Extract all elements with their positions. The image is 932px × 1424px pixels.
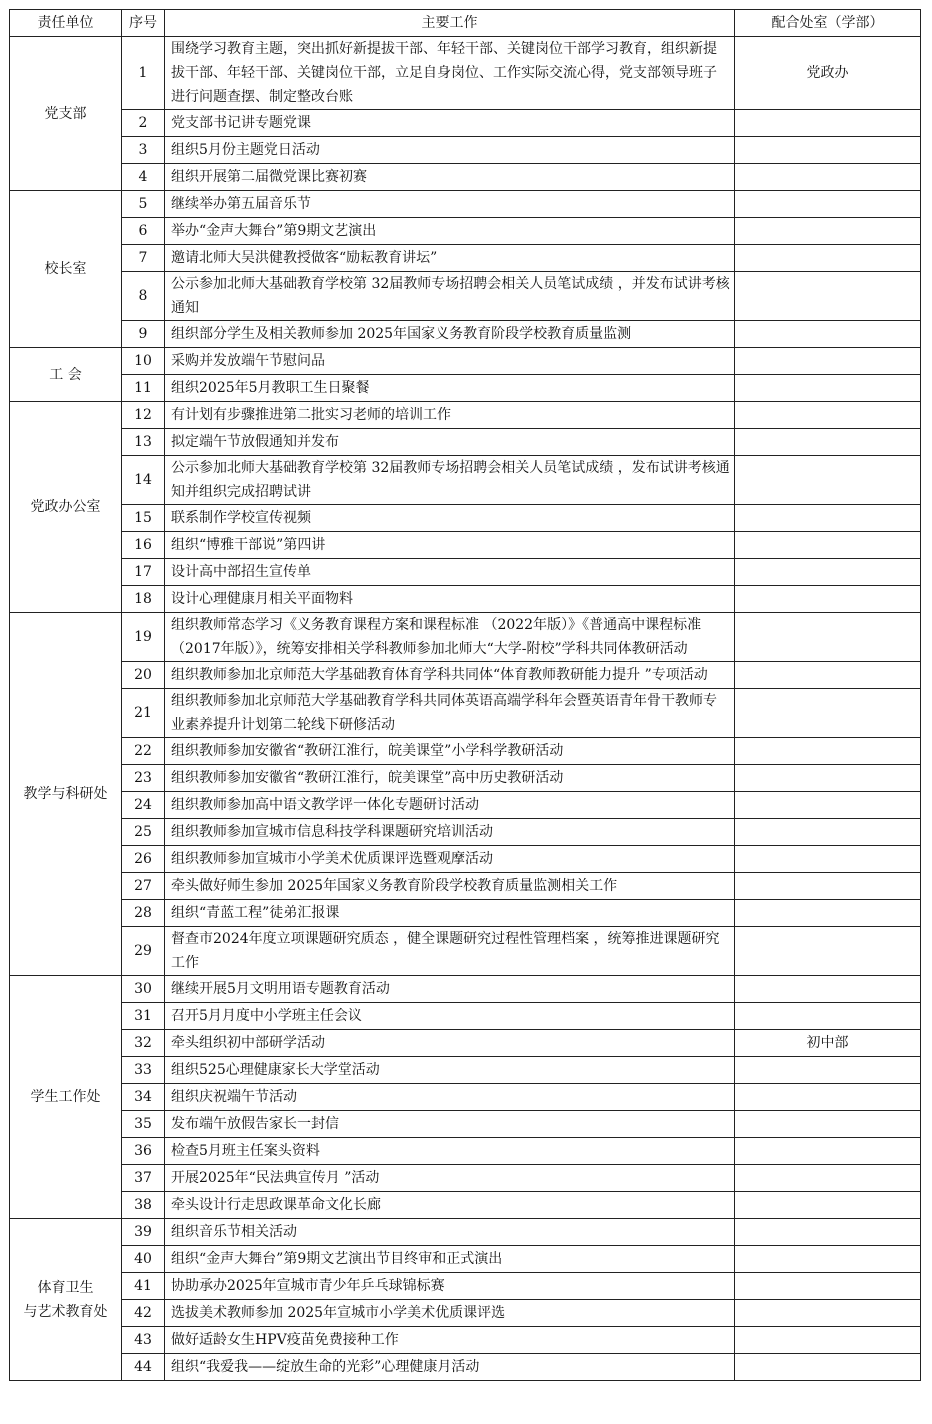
work-plan-table (9, 9, 921, 1381)
sequence-number-cell: 16 (122, 532, 165, 559)
main-work-cell: 组织教师参加北京师范大学基础教育学科共同体英语高端学科年会暨英语青年骨干教师专业素养提升计划第二轮线下研修活动 (165, 689, 735, 738)
main-work-cell: 组织部分学生及相关教师参加 2025年国家义务教育阶段学校教育质量监测 (165, 321, 735, 348)
cooperating-dept-cell (735, 613, 921, 662)
sequence-number-cell: 18 (122, 586, 165, 613)
cooperating-dept-cell (735, 738, 921, 765)
cooperating-dept-cell (735, 110, 921, 137)
cooperating-dept-cell (735, 1219, 921, 1246)
table-row (10, 37, 921, 110)
table-row (10, 191, 921, 218)
cooperating-dept-cell (735, 272, 921, 321)
main-work-cell: 组织教师参加安徽省“教研江淮行，皖美课堂”高中历史教研活动 (165, 765, 735, 792)
main-work-cell: 组织开展第二届微党课比赛初赛 (165, 164, 735, 191)
main-work-cell: 督查市2024年度立项课题研究质态 ，健全课题研究过程性管理档案 ，统筹推进课题研究工作 (165, 927, 735, 976)
main-work-cell: 做好适龄女生HPV疫苗免费接种工作 (165, 1327, 735, 1354)
cooperating-dept-cell: 党政办 (735, 37, 921, 110)
responsible-unit-cell (10, 976, 122, 1219)
table-row (10, 402, 921, 429)
table-row (10, 1003, 921, 1030)
cooperating-dept-cell (735, 900, 921, 927)
cooperating-dept-cell (735, 1246, 921, 1273)
table-row (10, 321, 921, 348)
sequence-number-cell: 30 (122, 976, 165, 1003)
header-work: 主要工作 (165, 10, 735, 37)
sequence-number-cell: 43 (122, 1327, 165, 1354)
main-work-cell: 组织“我爱我——绽放生命的光彩”心理健康月活动 (165, 1354, 735, 1381)
responsible-unit-cell (10, 191, 122, 348)
main-work-cell: 组织525心理健康家长大学堂活动 (165, 1057, 735, 1084)
cooperating-dept-cell (735, 1354, 921, 1381)
sequence-number-cell: 23 (122, 765, 165, 792)
table-row (10, 819, 921, 846)
table-row (10, 1192, 921, 1219)
sequence-number-cell: 4 (122, 164, 165, 191)
table-row (10, 927, 921, 976)
cooperating-dept-cell (735, 689, 921, 738)
sequence-number-cell: 1 (122, 37, 165, 110)
sequence-number-cell: 11 (122, 375, 165, 402)
main-work-cell: 设计心理健康月相关平面物料 (165, 586, 735, 613)
table-row (10, 375, 921, 402)
responsible-unit-cell (10, 37, 122, 191)
table-row (10, 765, 921, 792)
responsible-unit-label: 校长室 (44, 261, 87, 277)
sequence-number-cell: 9 (122, 321, 165, 348)
responsible-unit-label: 工 会 (49, 366, 82, 383)
sequence-number-cell: 24 (122, 792, 165, 819)
main-work-cell: 组织教师参加宣城市信息科技学科课题研究培训活动 (165, 819, 735, 846)
sequence-number-cell: 5 (122, 191, 165, 218)
table-row (10, 1057, 921, 1084)
table-row (10, 1084, 921, 1111)
cooperating-dept-cell (735, 1057, 921, 1084)
sequence-number-cell: 6 (122, 218, 165, 245)
sequence-number-cell: 10 (122, 348, 165, 375)
table-row (10, 1354, 921, 1381)
sequence-number-cell: 17 (122, 559, 165, 586)
table-row (10, 137, 921, 164)
table-row (10, 245, 921, 272)
cooperating-dept-cell (735, 976, 921, 1003)
sequence-number-cell: 35 (122, 1111, 165, 1138)
cooperating-dept-cell (735, 1300, 921, 1327)
sequence-number-cell: 2 (122, 110, 165, 137)
table-row (10, 1219, 921, 1246)
main-work-cell: 牵头设计行走思政课革命文化长廊 (165, 1192, 735, 1219)
table-row (10, 110, 921, 137)
sequence-number-cell: 20 (122, 662, 165, 689)
table-row (10, 900, 921, 927)
table-row (10, 738, 921, 765)
sequence-number-cell: 19 (122, 613, 165, 662)
table-row (10, 429, 921, 456)
responsible-unit-label: 党政办公室 (30, 499, 101, 515)
main-work-cell: 组织音乐节相关活动 (165, 1219, 735, 1246)
main-work-cell: 发布端午放假告家长一封信 (165, 1111, 735, 1138)
sequence-number-cell: 40 (122, 1246, 165, 1273)
sequence-number-cell: 12 (122, 402, 165, 429)
table-row (10, 1246, 921, 1273)
table-row (10, 1030, 921, 1057)
main-work-cell: 组织“金声大舞台”第9期文艺演出节目终审和正式演出 (165, 1246, 735, 1273)
cooperating-dept-cell (735, 1327, 921, 1354)
cooperating-dept-cell (735, 191, 921, 218)
cooperating-dept-cell (735, 375, 921, 402)
sequence-number-cell: 3 (122, 137, 165, 164)
table-row (10, 1138, 921, 1165)
table-row (10, 873, 921, 900)
main-work-cell: 拟定端午节放假通知并发布 (165, 429, 735, 456)
cooperating-dept-cell (735, 1003, 921, 1030)
cooperating-dept-cell (735, 819, 921, 846)
sequence-number-cell: 32 (122, 1030, 165, 1057)
sequence-number-cell: 28 (122, 900, 165, 927)
table-row (10, 559, 921, 586)
responsible-unit-label: 学生工作处 (30, 1089, 101, 1105)
cooperating-dept-cell (735, 846, 921, 873)
main-work-cell: 检查5月班主任案头资料 (165, 1138, 735, 1165)
cooperating-dept-cell (735, 505, 921, 532)
sequence-number-cell: 42 (122, 1300, 165, 1327)
cooperating-dept-cell (735, 1138, 921, 1165)
table-row (10, 218, 921, 245)
main-work-cell: 联系制作学校宣传视频 (165, 505, 735, 532)
main-work-cell: 公示参加北师大基础教育学校第 32届教师专场招聘会相关人员笔试成绩 ，并发布试讲考核通知 (165, 272, 735, 321)
cooperating-dept-cell (735, 429, 921, 456)
cooperating-dept-cell (735, 402, 921, 429)
main-work-cell: 组织教师参加北京师范大学基础教育体育学科共同体“体育教师教研能力提升 ”专项活动 (165, 662, 735, 689)
cooperating-dept-cell (735, 927, 921, 976)
table-row (10, 505, 921, 532)
responsible-unit-cell (10, 1219, 122, 1381)
table-row (10, 1327, 921, 1354)
main-work-cell: 组织教师参加安徽省“教研江淮行，皖美课堂”小学科学教研活动 (165, 738, 735, 765)
sequence-number-cell: 15 (122, 505, 165, 532)
main-work-cell: 组织教师常态学习《义务教育课程方案和课程标准 （2022年版）》《普通高中课程标准 （2017年版）》，统筹安排相关学科教师参加北师大“大学-附校”学科共同体教研活动 (165, 613, 735, 662)
cooperating-dept-cell (735, 586, 921, 613)
main-work-cell: 组织教师参加宣城市小学美术优质课评选暨观摩活动 (165, 846, 735, 873)
sequence-number-cell: 7 (122, 245, 165, 272)
sequence-number-cell: 14 (122, 456, 165, 505)
sequence-number-cell: 38 (122, 1192, 165, 1219)
cooperating-dept-cell (735, 137, 921, 164)
cooperating-dept-cell (735, 1192, 921, 1219)
main-work-cell: 围绕学习教育主题，突出抓好新提拔干部、年轻干部、关键岗位干部学习教育，组织新提拔干部、年轻干部、关键岗位干部，立足自身岗位、工作实际交流心得，党支部领导班子进行问题查摆、制定整改台账 (165, 37, 735, 110)
table-row (10, 976, 921, 1003)
header-row (10, 10, 921, 37)
responsible-unit-cell (10, 348, 122, 402)
cooperating-dept-cell: 初中部 (735, 1030, 921, 1057)
responsible-unit-label: 教学与科研处 (23, 786, 108, 802)
sequence-number-cell: 21 (122, 689, 165, 738)
table-row (10, 662, 921, 689)
table-row (10, 1165, 921, 1192)
cooperating-dept-cell (735, 456, 921, 505)
table-row (10, 586, 921, 613)
table-row (10, 348, 921, 375)
table-row (10, 164, 921, 191)
sequence-number-cell: 41 (122, 1273, 165, 1300)
table-row (10, 846, 921, 873)
table-row (10, 613, 921, 662)
sequence-number-cell: 36 (122, 1138, 165, 1165)
main-work-cell: 设计高中部招生宣传单 (165, 559, 735, 586)
main-work-cell: 组织教师参加高中语文教学评一体化专题研讨活动 (165, 792, 735, 819)
table-body (10, 37, 921, 1381)
main-work-cell: 组织“博雅干部说”第四讲 (165, 532, 735, 559)
main-work-cell: 有计划有步骤推进第二批实习老师的培训工作 (165, 402, 735, 429)
sequence-number-cell: 34 (122, 1084, 165, 1111)
main-work-cell: 组织5月份主题党日活动 (165, 137, 735, 164)
main-work-cell: 公示参加北师大基础教育学校第 32届教师专场招聘会相关人员笔试成绩 ，发布试讲考核通知并组织完成招聘试讲 (165, 456, 735, 505)
header-dept: 配合处室（学部） (735, 10, 921, 37)
sequence-number-cell: 22 (122, 738, 165, 765)
cooperating-dept-cell (735, 792, 921, 819)
table-row (10, 456, 921, 505)
sequence-number-cell: 26 (122, 846, 165, 873)
table-row (10, 689, 921, 738)
main-work-cell: 协助承办2025年宣城市青少年乒乓球锦标赛 (165, 1273, 735, 1300)
table-row (10, 1300, 921, 1327)
main-work-cell: 牵头组织初中部研学活动 (165, 1030, 735, 1057)
sequence-number-cell: 44 (122, 1354, 165, 1381)
main-work-cell: 选拔美术教师参加 2025年宣城市小学美术优质课评选 (165, 1300, 735, 1327)
main-work-cell: 组织2025年5月教职工生日聚餐 (165, 375, 735, 402)
cooperating-dept-cell (735, 532, 921, 559)
cooperating-dept-cell (735, 662, 921, 689)
responsible-unit-label: 党支部 (44, 105, 87, 122)
responsible-unit-label: 体育卫生 (37, 1279, 94, 1296)
cooperating-dept-cell (735, 1084, 921, 1111)
sequence-number-cell: 31 (122, 1003, 165, 1030)
main-work-cell: 邀请北师大吴洪健教授做客“励耘教育讲坛” (165, 245, 735, 272)
cooperating-dept-cell (735, 765, 921, 792)
main-work-cell: 党支部书记讲专题党课 (165, 110, 735, 137)
table-row (10, 792, 921, 819)
sequence-number-cell: 13 (122, 429, 165, 456)
cooperating-dept-cell (735, 1111, 921, 1138)
cooperating-dept-cell (735, 1165, 921, 1192)
sequence-number-cell: 37 (122, 1165, 165, 1192)
main-work-cell: 采购并发放端午节慰问品 (165, 348, 735, 375)
main-work-cell: 组织庆祝端午节活动 (165, 1084, 735, 1111)
cooperating-dept-cell (735, 1273, 921, 1300)
main-work-cell: 召开5月月度中小学班主任会议 (165, 1003, 735, 1030)
sequence-number-cell: 29 (122, 927, 165, 976)
main-work-cell: 继续举办第五届音乐节 (165, 191, 735, 218)
responsible-unit-label: 与艺术教育处 (23, 1303, 108, 1320)
cooperating-dept-cell (735, 245, 921, 272)
sequence-number-cell: 33 (122, 1057, 165, 1084)
cooperating-dept-cell (735, 321, 921, 348)
cooperating-dept-cell (735, 218, 921, 245)
main-work-cell: 组织“青蓝工程”徒弟汇报课 (165, 900, 735, 927)
sequence-number-cell: 39 (122, 1219, 165, 1246)
main-work-cell: 举办“金声大舞台”第9期文艺演出 (165, 218, 735, 245)
sequence-number-cell: 27 (122, 873, 165, 900)
cooperating-dept-cell (735, 873, 921, 900)
responsible-unit-cell (10, 613, 122, 976)
main-work-cell: 牵头做好师生参加 2025年国家义务教育阶段学校教育质量监测相关工作 (165, 873, 735, 900)
header-seq: 序号 (122, 10, 165, 37)
table-row (10, 532, 921, 559)
main-work-cell: 继续开展5月文明用语专题教育活动 (165, 976, 735, 1003)
table-row (10, 272, 921, 321)
cooperating-dept-cell (735, 348, 921, 375)
sequence-number-cell: 8 (122, 272, 165, 321)
cooperating-dept-cell (735, 559, 921, 586)
sequence-number-cell: 25 (122, 819, 165, 846)
table-row (10, 1273, 921, 1300)
responsible-unit-cell (10, 402, 122, 613)
main-work-cell: 开展2025年“民法典宣传月 ”活动 (165, 1165, 735, 1192)
cooperating-dept-cell (735, 164, 921, 191)
header-unit: 责任单位 (10, 10, 122, 37)
table-row (10, 1111, 921, 1138)
